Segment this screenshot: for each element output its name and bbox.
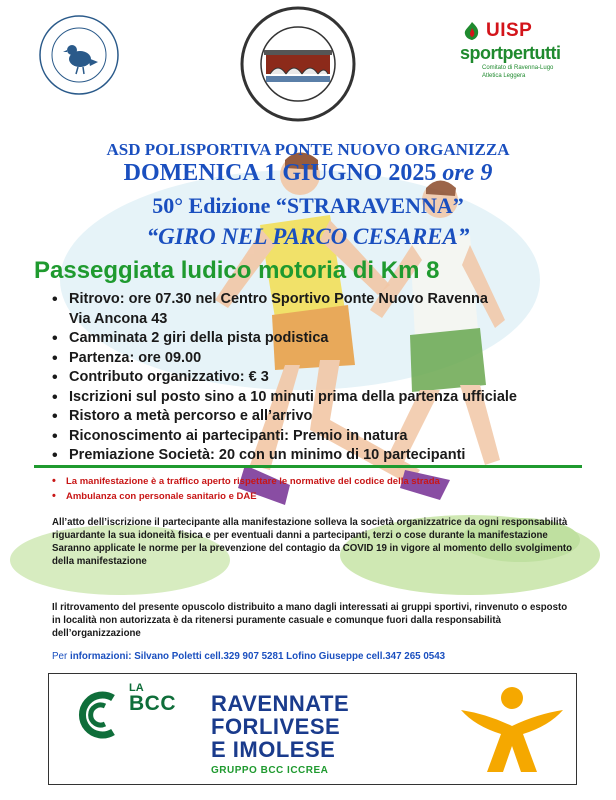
- list-item: [52, 388, 572, 408]
- list-item-text: Partenza: ore 09.00: [69, 349, 202, 366]
- person-figure-icon: [457, 680, 567, 776]
- coordinamento-logo: [38, 14, 120, 96]
- event-name: “GIRO NEL PARCO CESAREA”: [146, 224, 470, 249]
- list-item-text: Ristoro a metà percorso e all’arrivo: [69, 408, 313, 424]
- bcc-line1: RAVENNATE: [211, 691, 350, 716]
- list-item-text: Riconoscimento ai partecipanti: Premio in natura: [69, 427, 408, 444]
- warnings-list: [52, 474, 582, 504]
- list-item: [52, 368, 572, 388]
- disclaimer-flyer: Il ritrovamento del presente opuscolo distribuito a mano dagli interessati ai gruppi sportivi, rinvenuto o esposto in località non autorizzata è da ritenersi puramente casuale e comunque fuori dalla responsabilità dell’organizzazione: [52, 602, 568, 639]
- warning-item: • La manifestazione è a traffico aperto rispettare le normative del codice della strada: [52, 474, 582, 489]
- list-item-text: Contributo organizzativo: € 3: [69, 369, 269, 385]
- event-date: [0, 160, 616, 187]
- event-subtitle: Passeggiata ludico motoria di Km 8: [34, 257, 440, 284]
- list-item-text: Iscrizioni sul posto sino a 10 minuti prima della partenza ufficiale: [69, 388, 517, 405]
- list-item: [52, 329, 572, 349]
- list-item-text: Camminata 2 giri della pista podistica: [69, 330, 329, 346]
- bcc-bank-name: [211, 692, 349, 761]
- contact-label: Per: [52, 651, 70, 662]
- list-item-text: Premiazione Società: 20 con un minimo di 10 partecipanti: [69, 447, 466, 463]
- bridge-icon: [264, 50, 332, 82]
- details-list: [52, 290, 572, 466]
- bcc-group: GRUPPO BCC ICCREA: [211, 765, 329, 776]
- list-item: [52, 290, 572, 329]
- uisp-logo: [460, 20, 590, 84]
- warning-item: • Ambulanza con personale sanitario e DAE: [52, 489, 582, 504]
- sponsor-banner: [48, 673, 577, 785]
- contact-text: informazioni: Silvano Poletti cell.329 907 5281 Lofino Giuseppe cell.347 265 0543: [69, 651, 446, 662]
- uisp-small-line1: Comitato di Ravenna-Lugo: [482, 65, 554, 71]
- list-item: [52, 427, 572, 447]
- bcc-la: LA: [129, 682, 144, 694]
- list-item-subtext: Via Ancona 43: [69, 310, 168, 327]
- polisportiva-logo: [240, 6, 356, 122]
- divider: [34, 465, 582, 468]
- bcc-line3: E IMOLESE: [211, 737, 336, 762]
- list-item: [52, 446, 572, 466]
- uisp-small-line2: Atletica Leggera: [482, 73, 526, 79]
- list-item-text: Ritrovo: ore 07.30 nel Centro Sportivo Ponte Nuovo Ravenna: [69, 291, 488, 307]
- uisp-small-text: [482, 64, 553, 80]
- disclaimer-liability: All’atto dell’iscrizione il partecipante alla manifestazione solleva la società organizzatrice da ogni responsabilità riguardante la sua idoneità fisica e per eventuali danni a partecipanti, terzi o cose durante la manifestazione Saranno applicate le norme per la prevenzione del contagio da COVID 19 in vigore al momento dello svolgimento della manifestazione: [52, 517, 573, 567]
- list-item: [52, 407, 572, 427]
- uisp-subtitle: sportpertutti: [460, 43, 561, 63]
- event-time: ore 9: [442, 160, 493, 186]
- bcc-name: BCC: [129, 692, 176, 715]
- edition-title: 50° Edizione “STRARAVENNA”: [152, 193, 464, 218]
- list-item: [52, 349, 572, 369]
- contact-info: [52, 651, 445, 662]
- uisp-title: UISP: [486, 20, 533, 41]
- bcc-logo-icon: [73, 688, 127, 742]
- organizer-title: ASD POLISPORTIVA PONTE NUOVO ORGANIZZA: [106, 140, 510, 159]
- bcc-line2: FORLIVESE: [211, 714, 341, 739]
- uisp-flame-icon: [460, 20, 484, 42]
- event-date-main: DOMENICA 1 GIUGNO 2025: [123, 160, 443, 186]
